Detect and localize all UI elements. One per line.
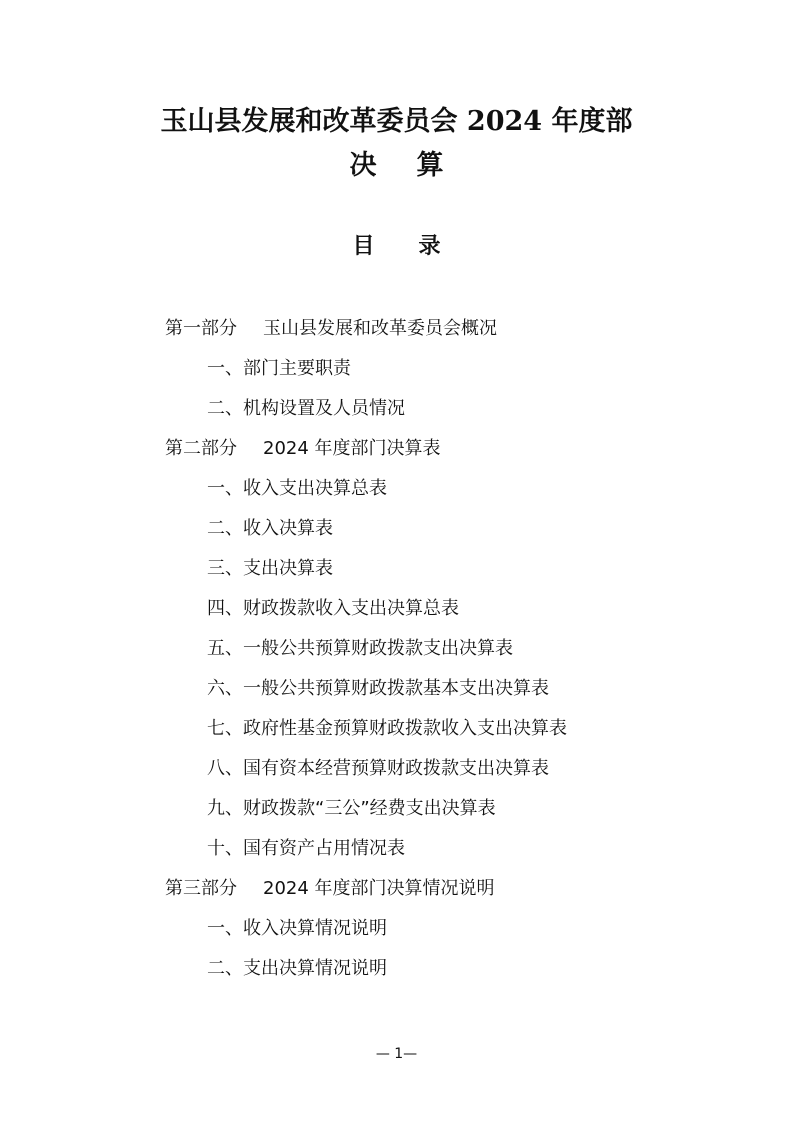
toc-item: 一、收入支出决算总表: [207, 478, 387, 499]
toc-item: 九、财政拨款“三公”经费支出决算表: [207, 798, 496, 819]
toc-part-3: [0, 869, 793, 909]
toc-part-title: 2024 年度部门决算情况说明: [263, 878, 495, 899]
toc-part-1: [0, 309, 793, 349]
toc-item: 七、政府性基金预算财政拨款收入支出决算表: [207, 718, 567, 739]
toc-item: 一、收入决算情况说明: [207, 918, 387, 939]
toc-item: 十、国有资产占用情况表: [207, 838, 405, 859]
toc-part-label: 第二部分: [165, 438, 237, 459]
toc-item: 四、财政拨款收入支出决算总表: [207, 598, 459, 619]
table-of-contents: [0, 309, 793, 989]
toc-item: 八、国有资本经营预算财政拨款支出决算表: [207, 758, 549, 779]
toc-part-2: [0, 429, 793, 469]
toc-part-title: 玉山县发展和改革委员会概况: [263, 318, 497, 339]
toc-item: 三、支出决算表: [207, 558, 333, 579]
document-title-line-1: 玉山县发展和改革委员会 2024 年度部: [160, 106, 633, 137]
toc-item: 一、部门主要职责: [207, 358, 351, 379]
toc-heading: 目录: [352, 233, 485, 259]
toc-item: 二、收入决算表: [207, 518, 333, 539]
page-number: — 1—: [375, 1046, 418, 1062]
toc-item: 六、一般公共预算财政拨款基本支出决算表: [207, 678, 549, 699]
toc-item: 五、一般公共预算财政拨款支出决算表: [207, 638, 513, 659]
toc-part-label: 第一部分: [165, 318, 237, 339]
toc-part-label: 第三部分: [165, 878, 237, 899]
document-title-line-2: 决算: [349, 150, 484, 181]
toc-item: 二、机构设置及人员情况: [207, 398, 405, 419]
toc-part-title: 2024 年度部门决算表: [263, 438, 441, 459]
toc-item: 二、支出决算情况说明: [207, 958, 387, 979]
